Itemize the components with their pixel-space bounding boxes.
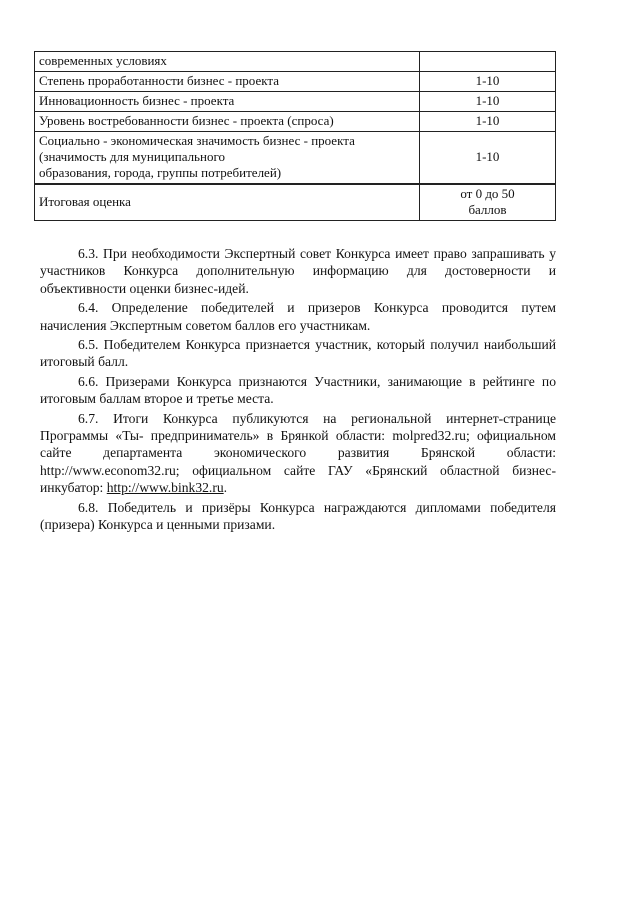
- score-cell: 1-10: [420, 132, 556, 185]
- criterion-cell: Итоговая оценка: [35, 184, 420, 221]
- section-6-body: [40, 245, 556, 536]
- table-row: [35, 92, 556, 112]
- criterion-cell: Степень проработанности бизнес - проекта: [35, 72, 420, 92]
- score-line: от 0 до 50: [460, 186, 515, 201]
- table-row: [35, 112, 556, 132]
- paragraph-6-4: 6.4. Определение победителей и призеров Конкурса проводится путем начисления Экспертным советом баллов его участникам.: [40, 300, 556, 333]
- score-cell: [420, 52, 556, 72]
- paragraph-6-7-end: .: [223, 480, 228, 496]
- evaluation-criteria-table: [34, 51, 556, 221]
- criterion-line: (значимость для муниципального: [39, 149, 225, 164]
- score-cell: 1-10: [420, 92, 556, 112]
- table-row: [35, 52, 556, 72]
- table-row: [35, 184, 556, 221]
- paragraph-6-8: 6.8. Победитель и призёры Конкурса награждаются дипломами победителя (призера) Конкурса и ценными призами.: [40, 499, 556, 533]
- score-cell: 1-10: [420, 72, 556, 92]
- bink32-link[interactable]: http://www.bink32.ru: [106, 480, 224, 496]
- criterion-cell: Инновационность бизнес - проекта: [35, 92, 420, 112]
- paragraph-6-5: 6.5. Победителем Конкурса признается участник, который получил наибольший итоговый балл.: [40, 337, 556, 370]
- criterion-cell: Уровень востребованности бизнес - проекта (спроса): [35, 112, 420, 132]
- table-row: [35, 132, 556, 185]
- criterion-cell: [35, 132, 420, 185]
- criterion-line: Социально - экономическая значимость бизнес - проекта: [39, 133, 355, 148]
- score-cell: [420, 184, 556, 221]
- paragraph-6-6: 6.6. Призерами Конкурса признаются Участники, занимающие в рейтинге по итоговым баллам второе и третье места.: [40, 373, 556, 407]
- paragraph-6-7-text: 6.7. Итоги Конкурса публикуются на региональной интернет-странице Программы «Ты- предприниматель» в Брянкой области: molpred32.ru; официальном сайте департамента экономического развития Брянской области: http://www.econom32.ru; официальном сайте ГАУ «Брянский областной бизнес-инкубатор:: [40, 410, 556, 496]
- criterion-line: образования, города, группы потребителей): [39, 165, 282, 180]
- criterion-cell: современных условиях: [35, 52, 420, 72]
- paragraph-6-3: 6.3. При необходимости Экспертный совет Конкурса имеет право запрашивать у участников Конкурса дополнительную информацию для достоверности и объективности оценки бизнес-идей.: [40, 246, 556, 296]
- paragraph-6-7: [40, 410, 556, 497]
- score-line: баллов: [468, 202, 507, 217]
- table-row: [35, 72, 556, 92]
- score-cell: 1-10: [420, 112, 556, 132]
